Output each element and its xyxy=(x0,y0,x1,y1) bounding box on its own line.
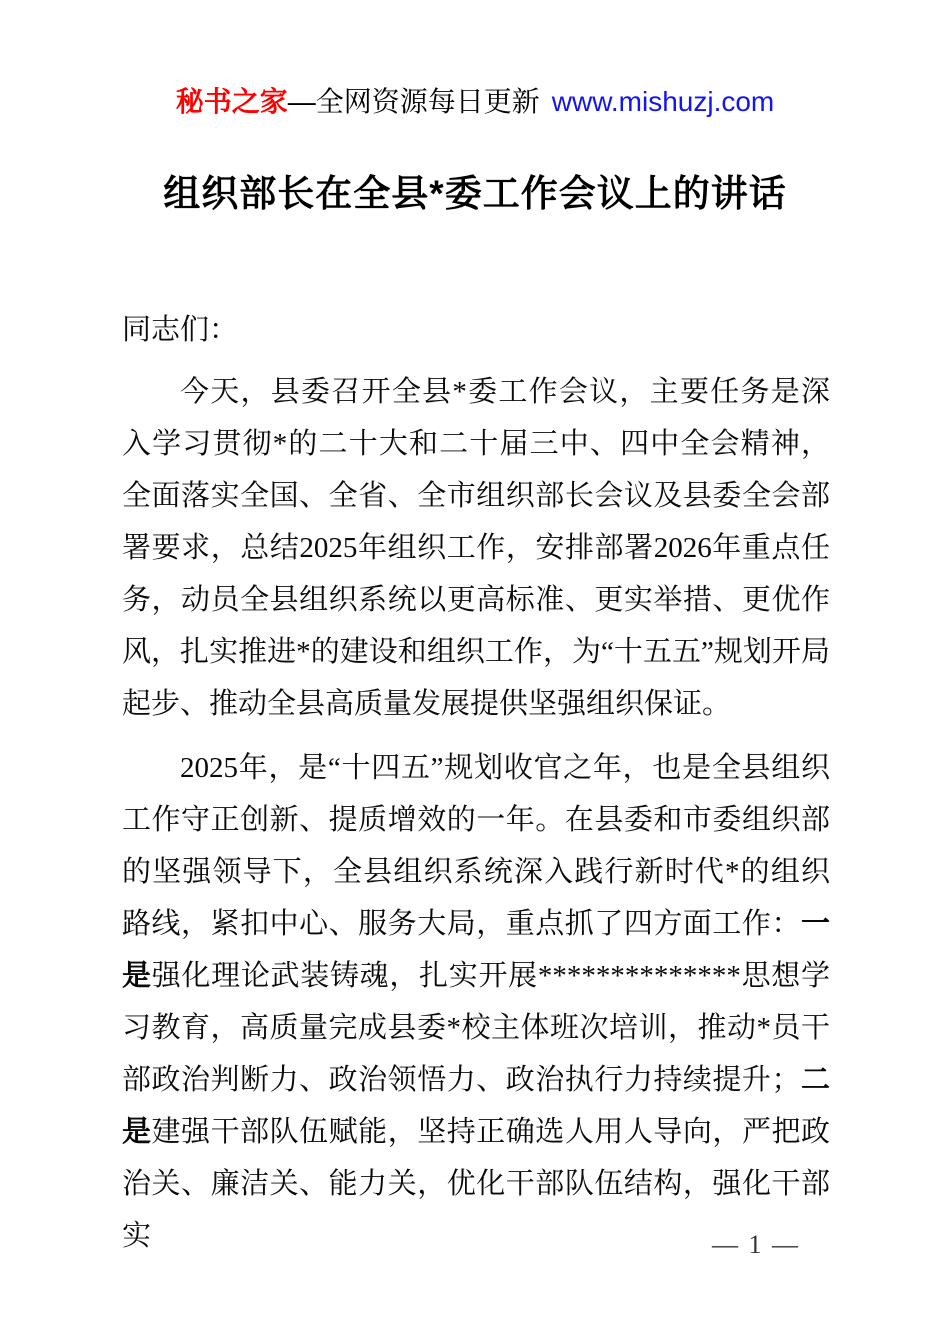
salutation: 同志们： xyxy=(122,314,239,346)
text-run: 建强干部队伍赋能，坚持正确选人用人导向，严把政治关、廉洁关、能力关，优化干部队伍结构，强化干部实 xyxy=(122,1116,830,1252)
page-title: 组织部长在全县*委工作会议上的讲话 xyxy=(163,173,787,214)
paragraph xyxy=(122,742,830,1262)
text-run: 今天，县委召开全县*委工作会议，主要任务是深入学习贯彻*的二十大和二十届三中、四中全会精神，全面落实全国、全省、全市组织部长会议及县委全会部署要求，总结2025年组织工作，安排部署2026年重点任务，动员全县组织系统以更高标准、更实举措、更优作风，扎实推进*的建设和组织工作，为“十五五”规划开局起步、推动全县高质量发展提供坚强组织保证。 xyxy=(122,376,830,720)
site-header xyxy=(0,0,950,120)
brand-text: 秘书之家 xyxy=(175,86,288,117)
site-url-link[interactable]: www.mishuzj.com xyxy=(551,86,775,117)
text-run: 2025年，是“十四五”规划收官之年，也是全县组织工作守正创新、提质增效的一年。在县委和市委组织部的坚强领导下，全县组织系统深入践行新时代*的组织路线，紧扣中心、服务大局，重点抓了四方面工作： xyxy=(122,752,830,940)
document-body xyxy=(122,304,830,1262)
page-number: — 1 — xyxy=(712,1230,800,1259)
tagline-text: —全网资源每日更新 xyxy=(287,86,540,117)
bold-run: 二是 xyxy=(122,1064,830,1148)
text-run: 强化理论武装铸魂，扎实开展**************思想学习教育，高质量完成县委*校主体班次培训，推动*员干部政治判断力、政治领悟力、政治执行力持续提升； xyxy=(122,960,830,1096)
paragraph-list xyxy=(122,366,830,1262)
bold-run: 一是 xyxy=(122,908,830,992)
paragraph xyxy=(122,366,830,730)
